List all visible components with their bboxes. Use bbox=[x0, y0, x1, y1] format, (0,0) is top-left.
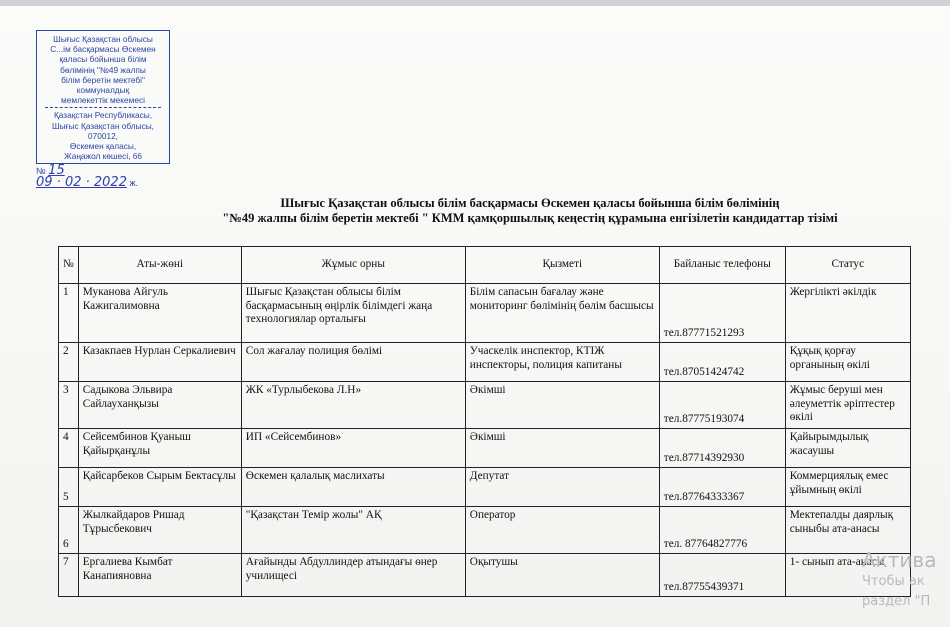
table-row bbox=[59, 429, 911, 468]
title-line-1: Шығыс Қазақстан облысы білім басқармасы Өскемен қаласы бойынша білім бөлімінің bbox=[280, 196, 780, 210]
cell-phone: тел.87714392930 bbox=[659, 429, 785, 468]
cell-position: Оператор bbox=[465, 507, 659, 554]
cell-status: Жергілікті әкілдік bbox=[785, 284, 910, 343]
header-status: Статус bbox=[785, 247, 910, 284]
cell-number: 3 bbox=[59, 382, 79, 429]
stamp-address-line: Жаңажол көшесі, 66 bbox=[63, 151, 143, 162]
title-line-2: "№49 жалпы білім беретін мектебі " КММ қамқоршылық кеңестің құрамына енгізілетін кандидаттар тізімі bbox=[222, 211, 838, 225]
cell-phone: тел.87771521293 bbox=[659, 284, 785, 343]
cell-number: 1 bbox=[59, 284, 79, 343]
header-phone: Байланыс телефоны bbox=[659, 247, 785, 284]
header-position: Қызметі bbox=[465, 247, 659, 284]
candidates-table bbox=[58, 246, 911, 597]
cell-phone: тел.87051424742 bbox=[659, 343, 785, 382]
cell-workplace: Сол жағалау полиция бөлімі bbox=[241, 343, 465, 382]
stamp-divider bbox=[45, 107, 161, 108]
cell-name: Казакпаев Нурлан Серкалиевич bbox=[78, 343, 241, 382]
stamp-address-line: Қазақстан Республикасы, bbox=[53, 110, 153, 121]
header-workplace: Жұмыс орны bbox=[241, 247, 465, 284]
header-number: № bbox=[59, 247, 79, 284]
table-row bbox=[59, 507, 911, 554]
cell-name: Садыкова Эльвира Сайлауханқызы bbox=[78, 382, 241, 429]
watermark-line-3: раздел "П bbox=[862, 594, 931, 609]
table-row bbox=[59, 468, 911, 507]
cell-position: Депутат bbox=[465, 468, 659, 507]
cell-phone: тел.87775193074 bbox=[659, 382, 785, 429]
cell-name: Муканова Айгуль Кажигалимовна bbox=[78, 284, 241, 343]
cell-status: 1- сынып ата-анасы bbox=[785, 554, 910, 597]
stamp-line: Шығыс Қазақстан облысы bbox=[53, 34, 153, 44]
stamp-line: қаласы бойынша білім bbox=[59, 54, 147, 65]
stamp-line: бөлімінің "№49 жалпы bbox=[60, 64, 146, 75]
stamp-date-suffix: ж. bbox=[129, 177, 139, 188]
cell-status: Қайырымдылық жасаушы bbox=[785, 429, 910, 468]
cell-workplace: Ағайынды Абдуллиндер атындағы өнер училищесі bbox=[241, 554, 465, 597]
cell-workplace: "Қазақстан Темір жолы" АҚ bbox=[241, 507, 465, 554]
cell-position: Учаскелік инспектор, КТІЖ инспекторы, полиция капитаны bbox=[465, 343, 659, 382]
watermark-line-2: Чтобы ак bbox=[862, 574, 925, 589]
stamp-number-value: 15 bbox=[48, 163, 65, 179]
cell-number: 6 bbox=[59, 507, 79, 554]
stamp-line: С...ім басқармасы Өскемен bbox=[50, 44, 156, 55]
header-name: Аты-жөні bbox=[78, 247, 241, 284]
stamp-line: мемлекеттік мекемесі bbox=[61, 95, 145, 106]
table-header-row bbox=[59, 247, 911, 284]
table-row bbox=[59, 382, 911, 429]
stamp-frame bbox=[36, 30, 170, 164]
stamp-line: білім беретін мектебі" bbox=[61, 74, 145, 85]
cell-workplace: ЖК «Турлыбекова Л.Н» bbox=[241, 382, 465, 429]
cell-workplace: ИП «Сейсембинов» bbox=[241, 429, 465, 468]
cell-phone: тел.87755439371 bbox=[659, 554, 785, 597]
stamp-line: коммуналдық bbox=[76, 85, 130, 96]
cell-number: 7 bbox=[59, 554, 79, 597]
cell-number: 5 bbox=[59, 468, 79, 507]
cell-name: Жылкайдаров Ришад Тұрысбекович bbox=[78, 507, 241, 554]
cell-phone: тел.87764333367 bbox=[659, 468, 785, 507]
stamp-address-line: 070012, bbox=[88, 130, 118, 141]
stamp-address-line: Шығыс Қазақстан облысы, bbox=[52, 120, 154, 131]
watermark-line-1: Актива bbox=[862, 548, 937, 572]
stamp-address-line: Өскемен қаласы, bbox=[69, 141, 137, 152]
activation-watermark bbox=[862, 548, 950, 627]
school-stamp bbox=[36, 30, 170, 220]
document-title bbox=[150, 196, 910, 226]
cell-name: Қайсарбеков Сырым Бектасұлы bbox=[78, 468, 241, 507]
cell-name: Ергалиева Кымбат Канапияновна bbox=[78, 554, 241, 597]
cell-number: 2 bbox=[59, 343, 79, 382]
table-row bbox=[59, 554, 911, 597]
stamp-date-value: 09 · 02 · 2022 bbox=[36, 174, 127, 190]
table-row bbox=[59, 343, 911, 382]
cell-status: Жұмыс беруші мен әлеуметтік әріптестер өкілі bbox=[785, 382, 910, 429]
cell-name: Сейсембинов Қуаныш Қайырқанұлы bbox=[78, 429, 241, 468]
cell-number: 4 bbox=[59, 429, 79, 468]
stamp-number-prefix: № bbox=[36, 166, 46, 177]
cell-status: Мектепалды даярлық сыныбы ата-анасы bbox=[785, 507, 910, 554]
cell-status: Коммерциялық емес ұйымның өкілі bbox=[785, 468, 910, 507]
stamp-date bbox=[36, 174, 170, 190]
cell-position: Әкімші bbox=[465, 382, 659, 429]
cell-position: Білім сапасын бағалау және мониторинг бөлімінің бөлім басшысы bbox=[465, 284, 659, 343]
table-row bbox=[59, 284, 911, 343]
cell-status: Құқық қорғау органының өкілі bbox=[785, 343, 910, 382]
cell-workplace: Өскемен қалалық маслихаты bbox=[241, 468, 465, 507]
cell-workplace: Шығыс Қазақстан облысы білім басқармасының өңірлік білімдегі жаңа технологиялар орталығы bbox=[241, 284, 465, 343]
cell-position: Әкімші bbox=[465, 429, 659, 468]
cell-phone: тел. 87764827776 bbox=[659, 507, 785, 554]
cell-position: Оқытушы bbox=[465, 554, 659, 597]
